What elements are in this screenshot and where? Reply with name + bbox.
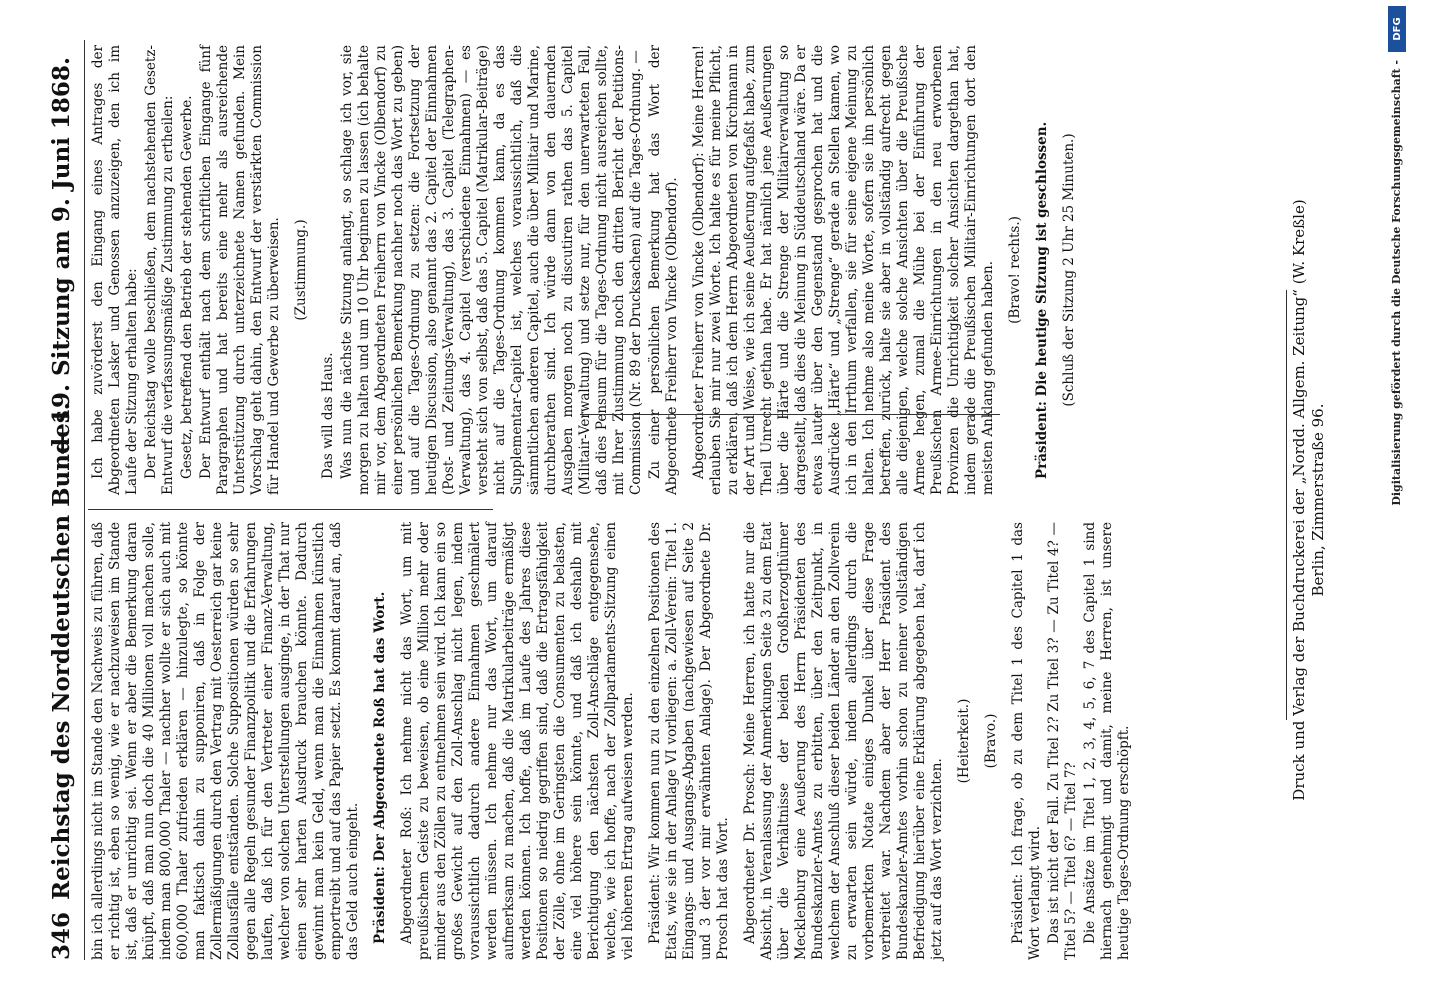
imprint-line: Berlin, Zimmerstraße 96. (1309, 403, 1327, 597)
column-divider (88, 509, 493, 510)
paragraph: bin ich allerdings nicht im Stande den Nachweis zu führen, daß er richtig ist, eben so wenig, wie er nachzuweisen im Stande ist, daß er unrichtig sei. Wenn er aber die Bemerkung daran knüpft, daß man nun doch die 40 Millionen voll machen solle, indem man 800,000 Thaler — nachher wollte er sich auch mit 600,000 Thaler zufrieden erklären — hinzulegte, so könnte man faktisch dahin zu supponiren, daß in Folge der Zollermäßigungen durch den Vertrag mit Oesterreich gar keine Zollausfälle entständen. Solche Suppositionen würden so sehr gegen alle Regeln gesunder Finanzpolitik und die Erfahrungen laufen, daß ich für den Vertreter einer Finanz-Verwaltung, welcher von solchen Unterstellungen ausginge, in der That nur einen sehr harten Ausdruck brauchen könnte. Dadurch gewinnt man kein Geld, wenn man die Einnahmen künstlich emportreibt und auf das Papier setzt. Es kommt darauf an, daß das Geld auch eingeht. (90, 522, 361, 960)
page-number: 346 (48, 911, 75, 960)
header-rule (84, 40, 85, 960)
imprint-rule (1286, 290, 1287, 720)
stage-direction: (Bravo.) (983, 713, 999, 769)
dfg-logo: DFG (1388, 6, 1406, 52)
stage-direction: (Zustimmung.) (293, 219, 309, 321)
stage-direction: (Bravo! rechts.) (1007, 216, 1023, 324)
header-right-title: — 19. Sitzung am 9. Juni 1868. (48, 57, 75, 455)
paragraph: Das will das Haus. (320, 352, 336, 479)
paragraph: Der Entwurf enthält nach dem schriftlichen Eingange fünf Paragraphen und hat bereits eine mehr als ausreichende Unterstützung durch unterzeichnete Namen gefunden. Mein Vorschlag geht dahin, den Entwurf der verstärkten Commission für Handel und Gewerbe zu überweisen. (198, 45, 282, 495)
paragraph: Zu einer persönlichen Bemerkung hat das Wort der Abgeordnete Freiherr von Vincke (Olbendorf). (647, 45, 680, 495)
paragraph: Abgeordneter Roß: Ich nehme nicht das Wort, um mit preußischem Geiste zu beweisen, ob eine Million mehr oder minder aus den Zöllen zu entnehmen sein wird. Ich kann ein so großes Gewicht auf den Zoll-Anschlag nicht legen, indem voraussichtlich dadurch andere Einnahmen geschmälert werden müssen. Ich nehme nur das Wort, um darauf aufmerksam zu machen, daß die Matrikularbeiträge ermäßigt werden können. Ich hoffe, daß im Laufe des Jahres diese Positionen so niedrig gegriffen sind, daß die Ertragsfähigkeit der Zölle, ohne im Geringsten die Consumenten zu belasten, eine viel höhere sein könnte, und daß ich deshalb mit Berichtigung den nächsten Zoll-Anschläge entgegensehe, welche, wie ich hoffe, nach der Zollparlaments-Sitzung einen viel höheren Ertrag aufweisen werden. (399, 522, 636, 960)
paragraph: Das ist nicht der Fall. Zu Titel 2? Zu Titel 3? — Zu Titel 4? — Titel 5? — Titel 6? — Titel 7? (1046, 522, 1079, 960)
quote: Der Reichstag wolle beschließen, dem nachstehenden Gesetz-Entwurf die verfassungsmäßige Zustimmung zu ertheilen: (143, 45, 176, 495)
quote: Gesetz, betreffend den Betrieb der stehenden Gewerbe. (179, 95, 195, 479)
president-statement: Präsident: Ich frage, ob zu dem Titel 1 des Capitel 1 das Wort verlangt wird. (1010, 522, 1043, 960)
paragraph: Präsident: Wir kommen nun zu den einzelnen Positionen des Etats, wie sie in der Anlage VI vorliegen: a. Zoll-Verein: Titel 1. Eingangs- und Ausgangs-Abgaben (nachgewiesen auf Seite 2 und 3 der vor mir erwähnten Anlage). Der Abgeordnete Dr. Prosch hat das Wort. (647, 522, 731, 960)
paragraph: Was nun die nächste Sitzung anlangt, so schlage ich vor, sie morgen zu halten und um 10 Uhr beginnen zu lassen (ich behalte mir vor, dem Abgeordneten Freiherrn von Vincke (Olbendorf) zu einer persönlichen Bemerkung nachher noch das Wort zu geben) und auf die Tages-Ordnung zu setzen: die Fortsetzung der heutigen Discussion, also genannt das 2. Capitel der Einnahmen (Post- und Zeitungs-Verwaltung), das 3. Capitel (Telegraphen-Verwaltung), das 4. Capitel (verschiedene Einnahmen) — es versteht sich von selbst, daß das 5. Capitel (Matrikular-Beiträge) nicht auf die Tages-Ordnung kommen kann, da es das Supplementar-Capitel ist, welches voraussichtlich, daß die sämmtlichen anderen Capitel, auch die über Militair und Marine, durchberathen sind. Ich würde dann von den dauernden Ausgaben morgen noch zu discutiren rathen das 5. Capitel (Militair-Verwaltung) und setze nur, für den unerwarteten Fall, daß dies Pensum für die Tages-Ordnung nicht ausreichen sollte, mit Ihrer Zustimmung noch den dritten Bericht der Petitions-Commission (Nr. 89 der Drucksachen) auf die Tages-Ordnung. — (339, 45, 644, 495)
digitization-footer: Digitalisierung gefördert durch die Deutsche Forschungsgemeinschaft - (1390, 60, 1403, 506)
column-divider (580, 414, 1000, 415)
president-statement: Präsident: Der Abgeordnete Roß hat das Wort. (372, 591, 388, 944)
paragraph: Abgeordneter Freiherr von Vincke (Olbendorf): Meine Herren! erlauben Sie mir nur zwei Worte. Ich halte es für meine Pflicht, zu erklären, daß ich dem Herrn Abgeordneten von Kirchmann in der Art und Weise, wie ich seine Aeußerung aufgefaßt habe, zum Theil Unrecht gethan habe. Er hat nämlich jene Aeußerungen über die Härte und die Strenge der Militairverwaltung so dargestellt, daß dies die Meinung in Süddeutschland wäre. Da er etwas lauter über den Gegenstand gesprochen hat und die Ausdrücke „Härte“ und „Strenge“ gerade an Stellen kamen, wo ich in den Irrthum verfallen, sie für seine eigene Meinung zu halten. Ich nehme also meine Worte, sofern sie ihn persönlich betreffen, zurück, halte sie aber in vollständig aufrecht gegen alle diejenigen, welche solche Ansichten über die Preußische Armee hegen, zumal die Mühe bei der Einführung der Preußischen Armee-Einrichtungen in den neu erworbenen Provinzen die Unrichtigkeit solcher Ansichten dargethan hat, indem gerade die Preußischen Militair-Einrichtungen dort den meisten Anklang gefunden haben. (691, 45, 996, 495)
header-left-title: Reichstag des Norddeutschen Bundes. (48, 402, 75, 900)
paragraph: Abgeordneter Dr. Prosch: Meine Herren, ich hatte nur die Absicht, in Veranlassung der Anmerkungen Seite 3 zu dem Etat über die Verhältnisse der beiden Großherzogthümer Mecklenburg eine Aeußerung des Herrn Präsidenten des Bundeskanzler-Amtes zu erbitten, über den Zeitpunkt, in welchem der Anschluß dieser beiden Länder an den Zollverein zu erwarten sein würde, indem allerdings durch die vorbemerkten Notate einiges Dunkel über diese Frage verbreitet war. Nachdem aber der Herr Präsident des Bundeskanzler-Amtes vorhin schon zu meiner vollständigen Befriedigung hierüber eine Erklärung abgegeben hat, darf ich jetzt auf das Wort verzichten. (742, 522, 945, 960)
running-header (40, 40, 80, 960)
paragraph: Ich habe zuvörderst den Eingang eines Antrages der Abgeordneten Lasker und Genossen anzuzeigen, den ich im Laufe der Sitzung erhalten habe: (90, 45, 140, 495)
imprint (1290, 40, 1328, 960)
president-statement: Präsident: Die heutige Sitzung ist geschlossen. (1034, 121, 1050, 479)
right-column (90, 45, 1088, 495)
stage-direction: (Heiterkeit.) (956, 698, 972, 784)
imprint-line: Druck und Verlag der Buchdruckerei der „Nordd. Allgem. Zeitung“ (W. Kreßle) (1290, 199, 1308, 801)
stage-direction: (Schluß der Sitzung 2 Uhr 25 Minuten.) (1061, 133, 1077, 407)
paragraph: Die Ansätze im Titel 1, 2, 3, 4, 5, 6, 7 des Capitel 1 sind hiernach genehmigt und damit, meine Herren, ist unsere heutige Tages-Ordnung erschöpft. (1082, 522, 1132, 960)
left-column (90, 522, 1135, 960)
